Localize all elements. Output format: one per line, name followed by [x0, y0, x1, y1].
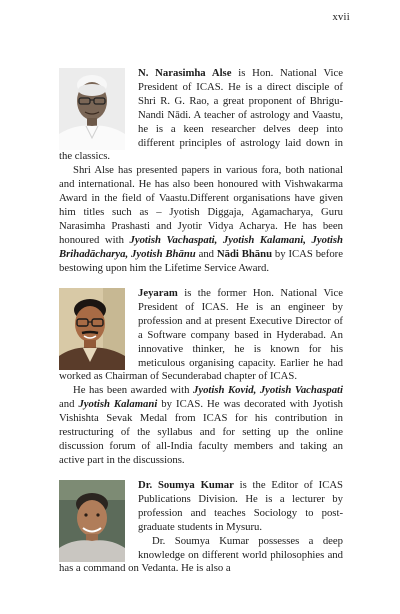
award-titles: Jyotish Vachaspati, Jyotish Kalamani, Jyotish Brihadācharya, Jyotish Bhānu — [59, 233, 343, 260]
bio-text: Dr. Soumya Kumar possesses a deep knowledge on different world philosophies and has a command on Vedanta. He is also a — [59, 534, 343, 575]
bio-text: Shri Alse has presented papers in various fora, both national and international. He has also been honoured with Vishwakarma Award in the field of Vaastu.Different organisations have given him titles such as – Jyotish Diggaja, Agamacharya, Guru Narasimha Prashasti and Jyotir Vidya Acharya. He has been honoured with — [59, 164, 343, 246]
profile-soumya-kumar — [59, 479, 343, 576]
page-number: xvii — [332, 12, 350, 23]
bio-text: is the former Hon. National Vice President of ICAS. He is an engineer by profession and at present Executive Director of a Software company based in Hyderabad. An innovative thinker, he is known for his meticulous organising capacity. Earlier he had worked as Chairman of Secunderabad chapter of ICAS. — [59, 287, 343, 383]
profile-narasimha-alse: N. Narasimha Alse is Hon. National Vice President of ICAS. He is a direct disciple of Shri R. G. Rao, a great proponent of Bhrigu-Nandi Nādi. A teacher of astrology and Vaastu, he is a keen researcher delves deep into different principles of astrology laid down in the classics. Shri Alse has presented papers in various fora, both national and international. He has also been honoured with Vishwakarma Award in the field of Vaastu.Different organisations have given him titles such as – Jyotish Diggaja, Agamacharya, Guru Narasimha Prashasti and Jyotir Vidya Acharya. He has been honoured with Jyotish Vachaspati, Jyotish Kalamani, Jyotish Brihadācharya, Jyotish Bhānu and Nādi Bhānu by ICAS before bestowing upon him the Lifetime Service Award. — [59, 67, 343, 274]
bio-text: by ICAS before bestowing upon him the Lifetime Service Award. — [59, 247, 343, 274]
bio-text: by ICAS. He was decorated with Jyotish Vishishta Sevak Medal from ICAS for his contribution in restructuring of the syllabus and for setting up the online discussion forum of all-India faculty members and taking an active part in the discussions. — [59, 398, 343, 466]
award-title: Nādi Bhānu — [216, 247, 273, 260]
person-name: N. Narasimha Alse — [138, 67, 232, 79]
bio-text: is the Editor of ICAS Publications Division. He is a lecturer by profession and teaches Sociology to post-graduate students in Mysuru. — [138, 479, 343, 533]
profile-jeyaram: Jeyaram is the former Hon. National Vice President of ICAS. He is an engineer by profession and at present Executive Director of a Software company based in Hyderabad. An innovative thinker, he is known for his meticulous organising capacity. Earlier he had worked as Chairman of Secunderabad chapter of ICAS. He has been awarded with Jyotish Kovid, Jyotish Vachaspati and Jyotish Kalamani by ICAS. He was decorated with Jyotish Vishishta Sevak Medal from ICAS for his contribution in restructuring of the syllabus and for setting up the online discussion forum of all-India faculty members and taking an active part in the discussions. — [59, 287, 343, 466]
bio-text: He has been awarded with — [73, 384, 193, 397]
person-name: Jeyaram — [138, 287, 178, 299]
bio-text: is Hon. National Vice President of ICAS. He is a direct disciple of Shri R. G. Rao, a great proponent of Bhrigu-Nandi Nādi. A teacher of astrology and Vaastu, he is a keen researcher delves deep into different principles of astrology laid down in the classics. — [59, 67, 343, 163]
person-name: Dr. Soumya Kumar — [138, 479, 234, 491]
award-titles: Jyotish Kovid, Jyotish Vachaspati — [193, 384, 343, 397]
award-title: Jyotish Kalamani — [78, 398, 158, 411]
